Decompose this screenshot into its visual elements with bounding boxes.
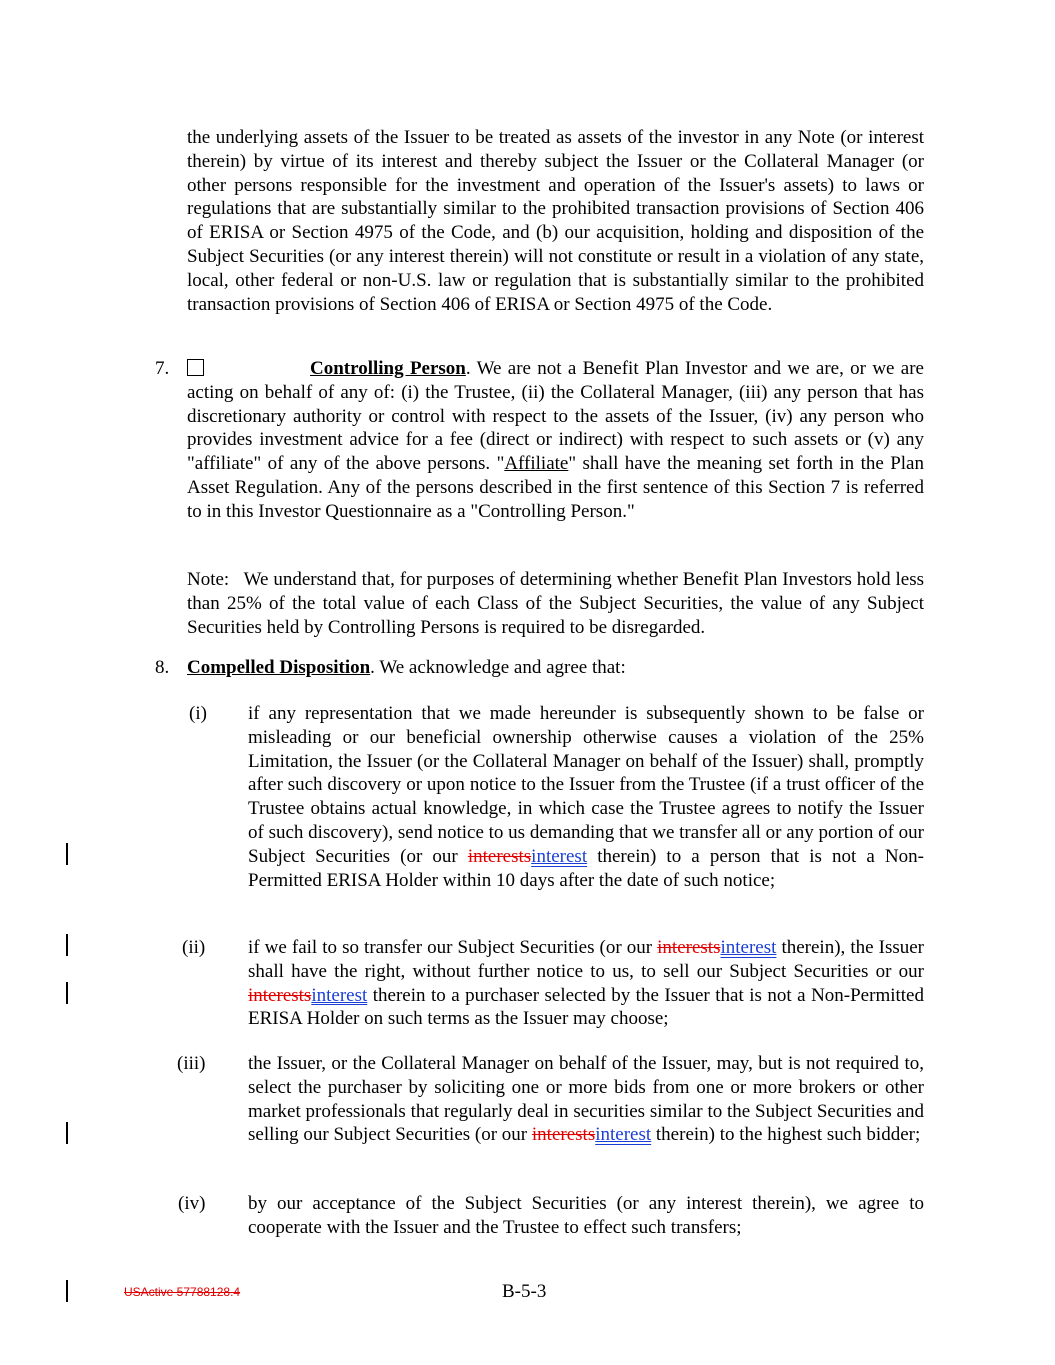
clause-ii-text: if we fail to so transfer our Subject Securities (or our interestsinterest therein), the Issuer shall have the right, without further notice to us, to sell our Subject Securities or our interestsinterest therein to a purchaser selected by the Issuer that is not a Non-Permitted ERISA Holder on such terms as the Issuer may choose;	[248, 937, 924, 1030]
section-8-heading: Compelled Disposition	[187, 657, 371, 678]
change-bar	[66, 1280, 68, 1302]
clause-iv-text: by our acceptance of the Subject Securities (or any interest therein), we agree to cooperate with the Issuer and the Trustee to effect such transfers;	[248, 1193, 924, 1238]
clause-iii-label: (iii)	[177, 1053, 206, 1074]
controlling-person-checkbox[interactable]	[187, 359, 204, 376]
deleted-text: interests	[531, 1124, 596, 1146]
change-bar	[66, 982, 68, 1004]
section-7-note: Note: We understand that, for purposes of determining whether Benefit Plan Investors hold less than 25% of the total value of each Class of the Subject Securities, the value of any Subject Securities held by Controlling Persons is required to be disregarded.	[187, 569, 924, 638]
inserted-text: interest	[720, 937, 777, 958]
clause-i-label: (i)	[189, 703, 207, 724]
change-bar	[66, 843, 68, 865]
inserted-text: interest	[595, 1124, 652, 1146]
clause-ii-label: (ii)	[182, 937, 206, 958]
section-7-paragraph: Controlling Person. We are not a Benefit Plan Investor and we are, or we are acting on behalf of any of: (i) the Trustee, (ii) the Collateral Manager, (iii) any person that has discretionary authority or control with respect to the assets of the Issuer, (iv) any person who provides investment advice for a fee (direct or indirect) with respect to such assets or (v) any "affiliate" of any of the above persons. "Affiliate" shall have the meaning set forth in the Plan Asset Regulation. Any of the persons described in the first sentence of this Section 7 is referred to in this Investor Questionnaire as a "Controlling Person."	[187, 358, 924, 522]
continuation-paragraph: the underlying assets of the Issuer to be treated as assets of the investor in any Note (or interest therein) by virtue of its interest and thereby subject the Issuer or the Collateral Manager (or other persons responsible for the investment and operation of the Issuer's assets) to laws or regulations that are substantially similar to the prohibited transaction provisions of Section 406 of ERISA or Section 4975 of the Code, and (b) our acquisition, holding and disposition of the Subject Securities (or any interest therein) will not constitute or result in a violation of any state, local, other federal or non-U.S. law or regulation that is substantially similar to the prohibited transaction provisions of Section 406 of ERISA or Section 4975 of the Code.	[187, 127, 924, 315]
deleted-text: interests	[467, 845, 532, 867]
change-bar	[66, 1122, 68, 1144]
page-number: B-5-3	[502, 1281, 547, 1302]
inserted-text: interest	[531, 845, 588, 867]
clause-iv-label: (iv)	[178, 1193, 206, 1214]
affiliate-term: Affiliate	[504, 453, 569, 475]
deleted-text: interests	[657, 937, 721, 958]
section-7-number: 7.	[155, 358, 170, 379]
clause-i-text: if any representation that we made hereunder is subsequently shown to be false or misleading or our beneficial ownership otherwise causes a violation of the 25% Limitation, the Issuer (or the Collateral Manager on behalf of the Issuer) shall, promptly after such discovery or upon notice to the Issuer from the Trustee (if a trust officer of the Trustee obtains actual knowledge, in which case the Trustee agrees to notify the Issuer of such discovery), send notice to us demanding that we transfer all or any portion of our Subject Securities (or our interestsinterest therein) to a person that is not a Non-Permitted ERISA Holder within 10 days after the date of such notice;	[248, 703, 924, 891]
section-7-heading: Controlling Person	[310, 358, 466, 379]
change-bar	[66, 934, 68, 956]
section-8-number: 8.	[155, 657, 170, 678]
section-8-lead: Compelled Disposition. We acknowledge and agree that:	[187, 657, 626, 678]
deleted-text: interests	[248, 984, 312, 1006]
inserted-text: interest	[311, 984, 368, 1006]
footer-doc-id: USActive 57788128.4	[124, 1285, 241, 1299]
clause-iii-text: the Issuer, or the Collateral Manager on behalf of the Issuer, may, but is not required to, select the purchaser by soliciting one or more bids from one or more brokers or other market professionals that regularly deal in securities similar to the Subject Securities and selling our Subject Securities (or our interestsinterest therein) to the highest such bidder;	[248, 1053, 924, 1146]
